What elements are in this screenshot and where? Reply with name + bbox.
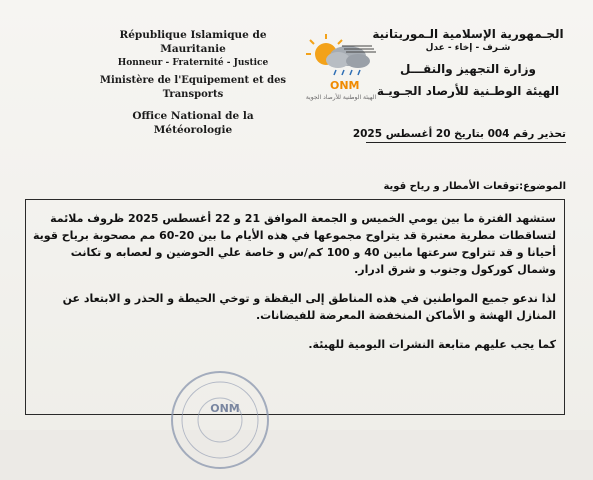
header-french — [98, 28, 288, 137]
motto-fr: Honneur - Fraternité - Justice — [117, 58, 269, 68]
warning-reference-text: تحذير رقم 004 بتاريخ 20 أغسطس 2025 — [352, 128, 566, 140]
office-ar: الهيئة الوطـنية للأرصاد الجـويـة — [376, 84, 560, 98]
body-paragraph-2: لذا ندعو جميع المواطنين في هذه المناطق إلى اليقظة و توخي الحيطة و الحذر و الابتعاد عن المنازل الهشة و الأماكن المنخفضة المعرضة للفيضانات. — [62, 292, 556, 322]
office-fr: Office National de la Météorologie — [132, 110, 254, 136]
ministry-ar: وزارة التجهيز والنقـــل — [400, 62, 536, 76]
body-paragraph-1: ستشهد الفترة ما بين يومي الخميس و الجمعة الموافق 21 و 22 أغسطس 2025 ظروف ملائمة لتساقطات مطرية معتبرة قد يتراوح مجموعها في هذه الأيام ما بين 20-60 مم مصحوبة برياح قوية أحيانا و قد تتراوح سرعتها مابين 40 و 100 كم/س و خاصة علي الحوضين و لعصابه و تكانت وشمال كوركول وجنوب و شرق ادرار. — [33, 212, 556, 276]
body-paragraph-3: كما يجب عليهم متابعة النشرات اليومية للهيئة. — [308, 338, 556, 351]
stamp-text — [200, 402, 250, 415]
onm-logo-text: ONM — [330, 79, 360, 92]
body-content — [32, 210, 556, 353]
rain-drops-icon — [334, 70, 360, 75]
reference-underline — [366, 142, 566, 143]
motto-ar: شـرف - إخاء - عدل — [425, 43, 511, 53]
stamp-onm-label: ONM — [210, 402, 240, 415]
header-arabic — [368, 26, 568, 100]
ministry-fr: Ministère de l'Equipement et des Transports — [99, 75, 287, 100]
country-name-ar: الجـمهورية الإسلامية الـموريتانية — [372, 27, 564, 41]
logo-caption: الهيئة الوطنية للأرصاد الجوية — [305, 94, 377, 101]
subject-line: الموضوع:توقعات الأمطار و رياح قوية — [383, 181, 566, 192]
official-stamp-icon — [160, 360, 280, 480]
country-name-fr: République Islamique de Mauritanie — [119, 29, 267, 55]
warning-reference — [246, 127, 566, 143]
